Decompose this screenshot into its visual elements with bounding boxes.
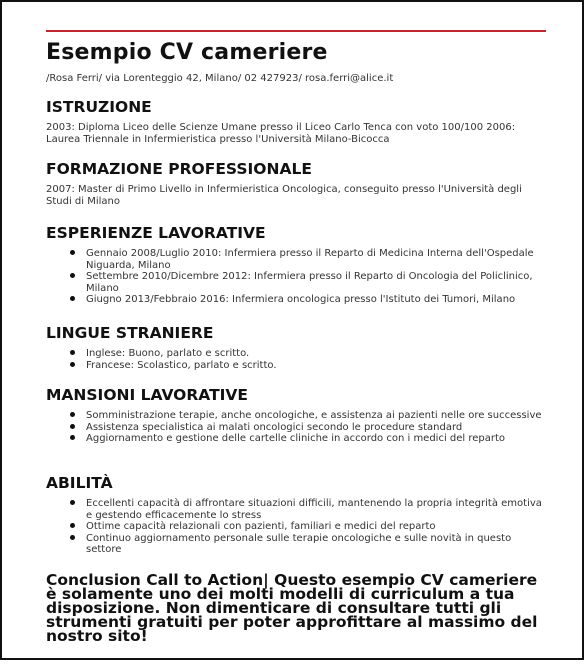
list-item [86, 533, 546, 556]
list-item-text: Somministrazione terapie, anche oncologiche, e assistenza ai pazienti nelle ore successive [86, 410, 542, 421]
list-item [86, 360, 546, 372]
section-heading: ESPERIENZE LAVORATIVE [46, 224, 266, 242]
bullet-icon [70, 500, 75, 505]
section-heading: ABILITÀ [46, 474, 113, 492]
list-item [86, 433, 546, 445]
list-item-text: Continuo aggiornamento personale sulle terapie oncologiche e sulle novità in questo settore [86, 532, 512, 555]
list-item [86, 294, 546, 306]
bullet-icon [70, 362, 75, 367]
bullet-icon [70, 424, 75, 429]
section-esperienze [46, 224, 546, 306]
bullet-icon [70, 296, 75, 301]
list-item [86, 498, 546, 521]
list-item [86, 521, 546, 533]
accent-rule [46, 30, 546, 32]
list-item-text: Ottime capacità relazionali con pazienti, familiari e medici del reparto [86, 521, 436, 532]
page-title: Esempio CV cameriere [46, 40, 328, 65]
list-item [86, 348, 546, 360]
section-heading: LINGUE STRANIERE [46, 324, 214, 342]
section-mansioni [46, 386, 546, 445]
section-abilita [46, 474, 546, 556]
list-item-text: Francese: Scolastico, parlato e scritto. [86, 359, 277, 371]
section-istruzione [46, 98, 546, 146]
section-lingue [46, 324, 546, 371]
section-text: 2003: Diploma Liceo delle Scienze Umane presso il Liceo Carlo Tenca con voto 100/100 2006: Laurea Triennale in Infermieristica presso l'Università Milano-Bicocca [46, 122, 516, 145]
bullet-icon [70, 435, 75, 440]
bullet-list [46, 348, 546, 371]
list-item-text: Settembre 2010/Dicembre 2012: Infermiera presso il Reparto di Oncologia del Policlinico, Milano [86, 271, 533, 294]
section-heading: ISTRUZIONE [46, 98, 152, 116]
bullet-icon [70, 250, 75, 255]
bullet-icon [70, 350, 75, 355]
bullet-icon [70, 412, 75, 417]
list-item-text: Gennaio 2008/Luglio 2010: Infermiera presso il Reparto di Medicina Interna dell'Ospedale Niguarda, Milano [86, 248, 534, 271]
list-item-text: Giugno 2013/Febbraio 2016: Infermiera oncologica presso l'Istituto dei Tumori, Milano [86, 294, 516, 305]
section-heading: MANSIONI LAVORATIVE [46, 386, 249, 404]
bullet-icon [70, 273, 75, 278]
list-item [86, 422, 546, 434]
section-text: 2007: Master di Primo Livello in Infermieristica Oncologica, conseguito presso l'Università degli Studi di Milano [46, 184, 522, 207]
list-item-text: Eccellenti capacità di affrontare situazioni difficili, mantenendo la propria integrità emotiva e gestendo efficacemente lo stress [86, 498, 542, 521]
section-formazione [46, 160, 546, 208]
list-item [86, 271, 546, 294]
bullet-icon [70, 535, 75, 540]
bullet-list [46, 248, 546, 306]
list-item-text: Inglese: Buono, parlato e scritto. [86, 348, 250, 359]
list-item-text: Aggiornamento e gestione delle cartelle cliniche in accordo con i medici del reparto [86, 433, 506, 444]
bullet-icon [70, 523, 75, 528]
list-item-text: Assistenza specialistica ai malati oncologici secondo le procedure standard [86, 421, 463, 433]
list-item [86, 248, 546, 271]
conclusion-call-to-action: Conclusion Call to Action| Questo esempio CV cameriere è solamente uno dei molti modelli di curriculum a tua disposizione. Non dimenticare di consultare tutti gli strumenti gratuiti per poter approfittare al massimo del nostro sito! [46, 571, 538, 645]
section-heading: FORMAZIONE PROFESSIONALE [46, 160, 312, 178]
list-item [86, 410, 546, 422]
contact-line: /Rosa Ferri/ via Lorenteggio 42, Milano/ 02 427923/ rosa.ferri@alice.it [46, 73, 394, 84]
bullet-list [46, 410, 546, 445]
bullet-list [46, 498, 546, 556]
